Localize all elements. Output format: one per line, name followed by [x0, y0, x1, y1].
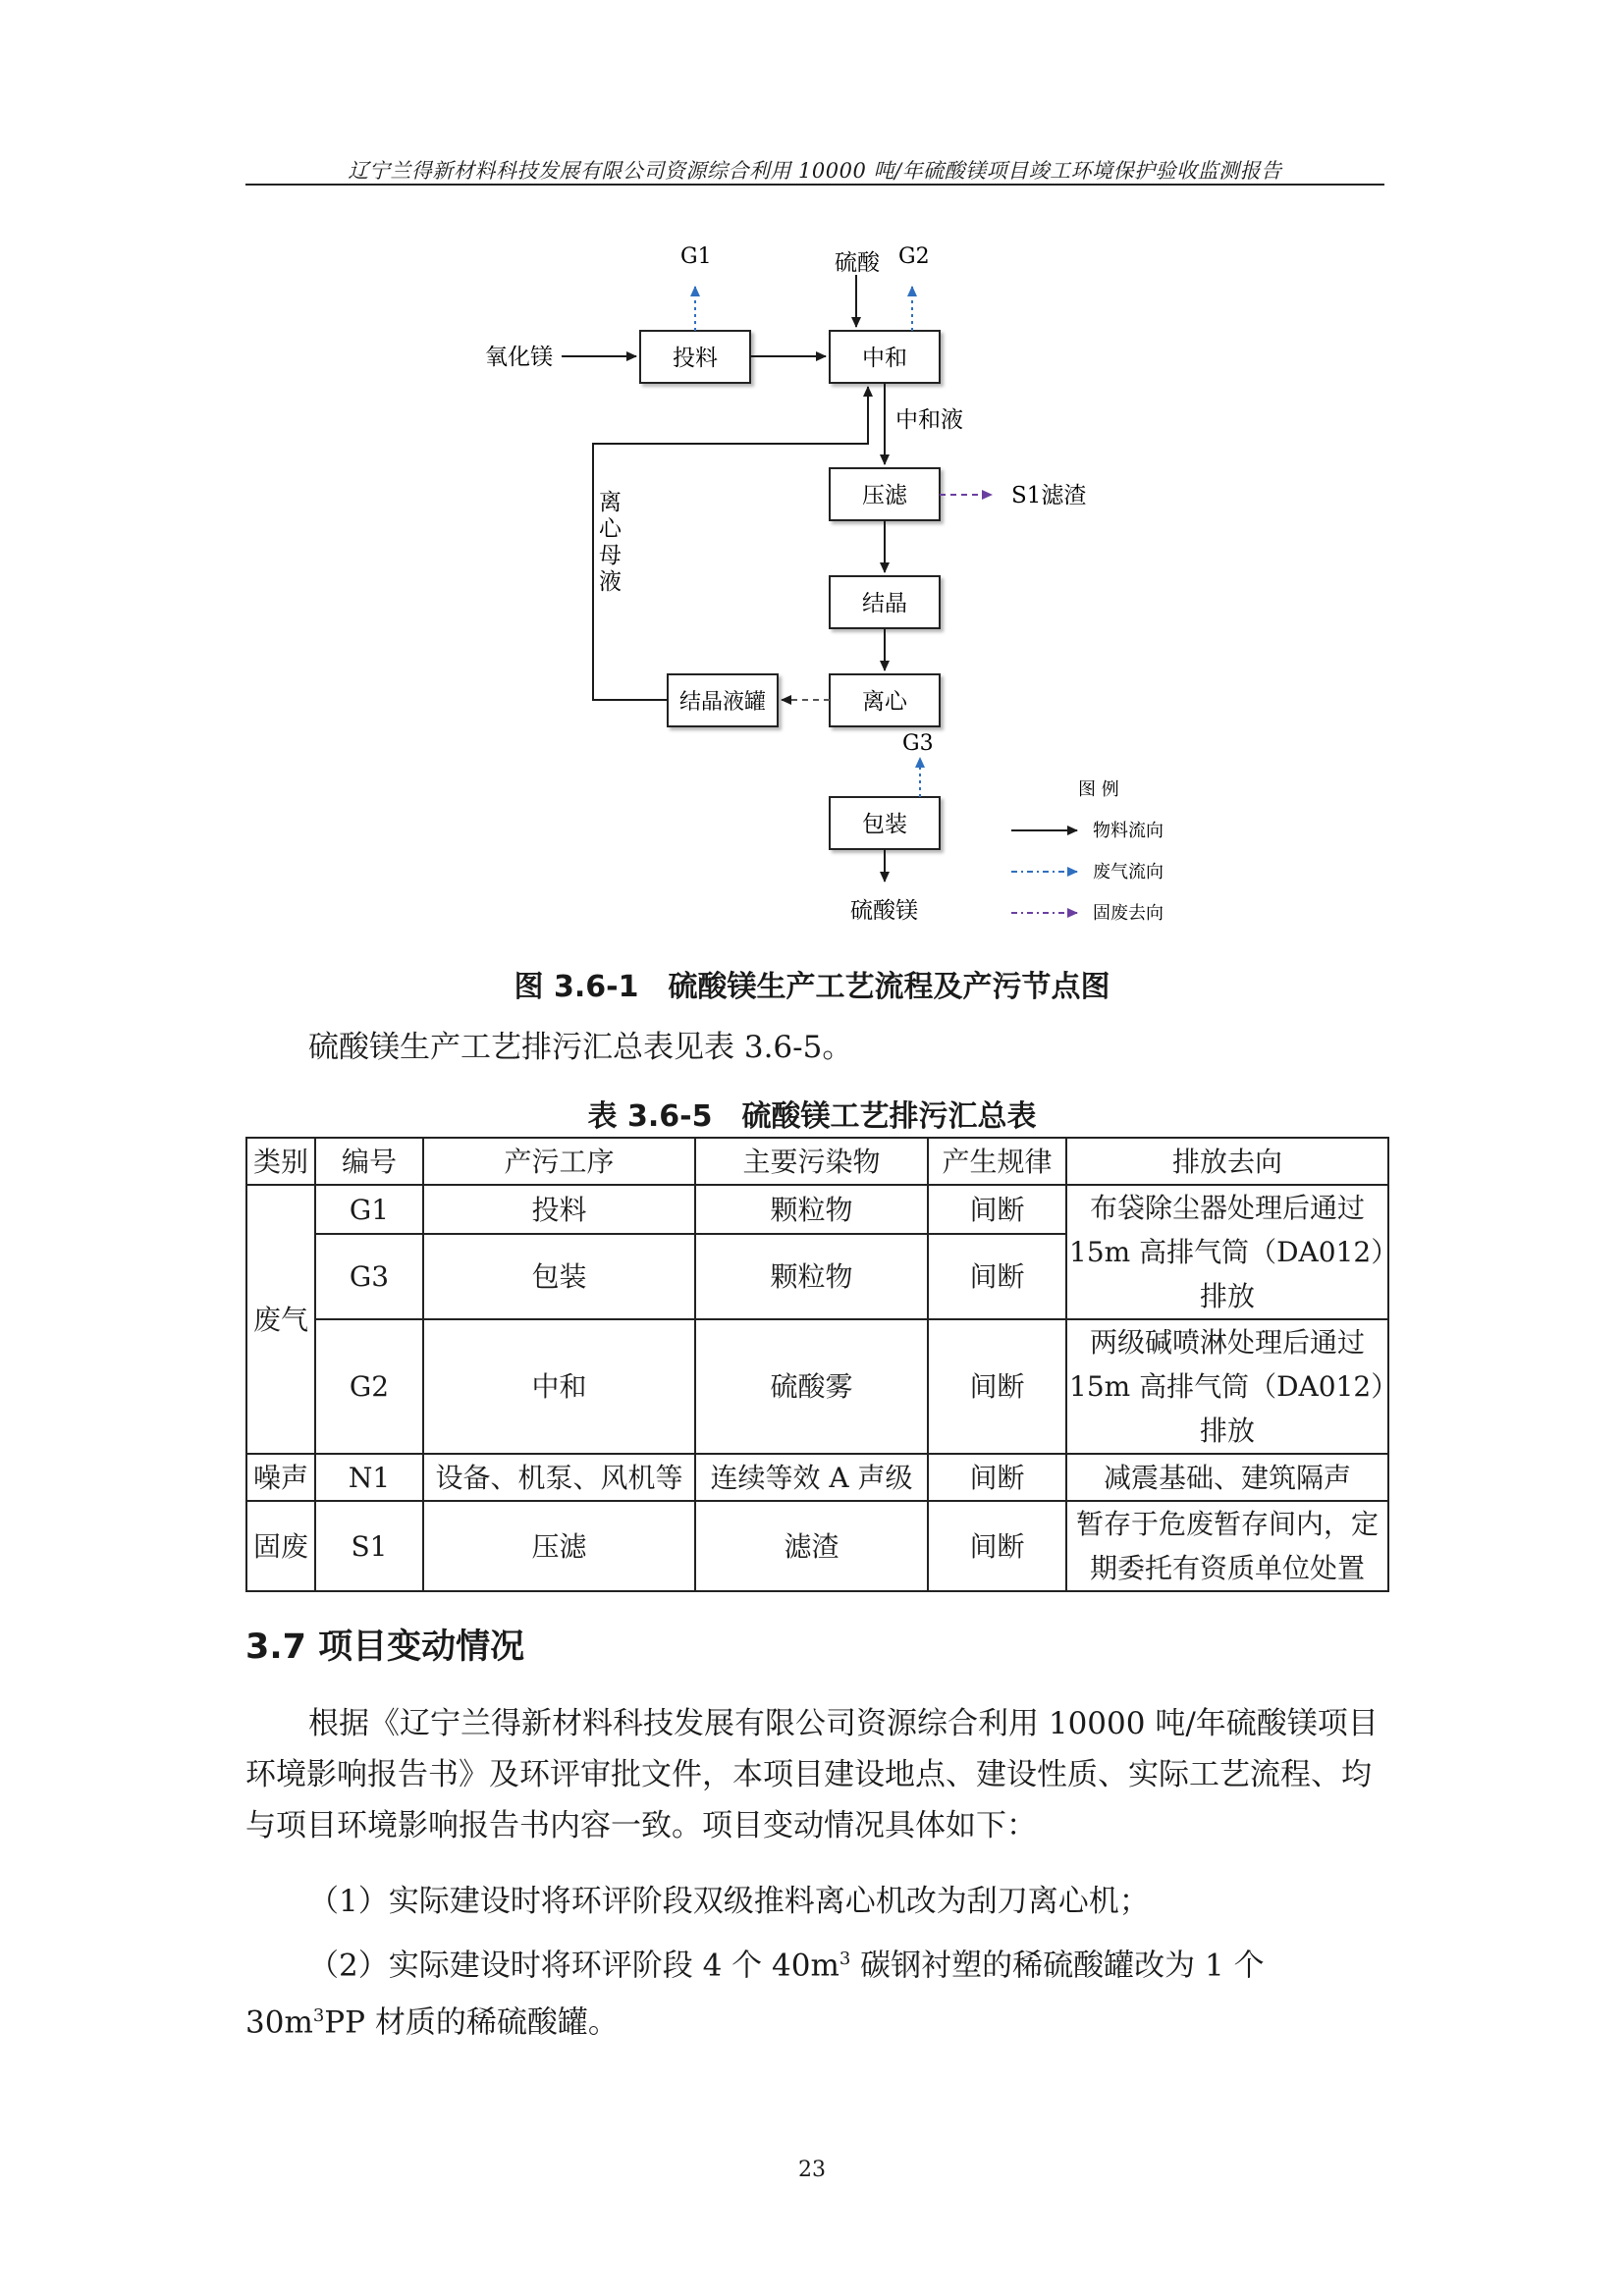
- label-input-mgo: 氧化镁: [485, 345, 553, 370]
- node-centrifuge: [830, 674, 940, 726]
- cell-pollutant: 颗粒物: [695, 1234, 928, 1319]
- cell-id: S1: [315, 1501, 423, 1591]
- cell-category-noise: 噪声: [246, 1454, 315, 1501]
- cell-destination: [1066, 1501, 1388, 1591]
- node-crystallize: [830, 576, 940, 628]
- process-flowchart: [0, 0, 1624, 962]
- section-title: 3.7 项目变动情况: [245, 1628, 525, 1667]
- label-mother-liquor-2: 心: [599, 516, 622, 542]
- change-item-2-part-a: （2）实际建设时将环评阶段 4 个 40m: [308, 1948, 839, 1984]
- table-row: [246, 1319, 1388, 1454]
- cell-destination-line: 暂存于危废暂存间内，定: [1075, 1508, 1379, 1540]
- emission-summary-table: [245, 1137, 1399, 1592]
- legend-title: 图 例: [1078, 779, 1119, 800]
- legend-gas: 废气流向: [1093, 862, 1164, 882]
- node-centrifuge-label: 离心: [862, 689, 907, 715]
- cell-id: N1: [315, 1454, 423, 1501]
- cell-process: 设备、机泵、风机等: [423, 1454, 695, 1501]
- figure-number: 图 3.6-1: [514, 970, 639, 1004]
- th-category: 类别: [246, 1138, 315, 1185]
- change-item-1: （1）实际建设时将环评阶段双级推料离心机改为刮刀离心机；: [308, 1884, 1150, 1919]
- change-item-2-part-c: PP 材质的稀硫酸罐。: [324, 2004, 619, 2041]
- cell-process: 中和: [423, 1319, 695, 1454]
- table-number: 表 3.6-5: [587, 1099, 713, 1134]
- th-destination: 排放去向: [1066, 1138, 1388, 1185]
- cell-pattern: 间断: [928, 1319, 1066, 1454]
- node-feed: [640, 331, 750, 383]
- node-neutralize: [830, 331, 940, 383]
- label-g3: G3: [902, 731, 934, 756]
- figure-title: 硫酸镁生产工艺流程及产污节点图: [668, 970, 1110, 1004]
- intro-text: 硫酸镁生产工艺排污汇总表见表 3.6-5。: [308, 1030, 853, 1065]
- th-id: 编号: [315, 1138, 423, 1185]
- cell-destination: 减震基础、建筑隔声: [1066, 1454, 1388, 1501]
- cell-destination-line: 15m 高排气筒（DA012）: [1069, 1236, 1399, 1268]
- cell-pattern: 间断: [928, 1501, 1066, 1591]
- cell-pattern: 间断: [928, 1185, 1066, 1234]
- label-g1: G1: [680, 244, 712, 269]
- cell-id: G2: [315, 1319, 423, 1454]
- page-header: 辽宁兰得新材料科技发展有限公司资源综合利用 10000 吨/年硫酸镁项目竣工环境保护验收监测报告: [348, 159, 1282, 183]
- cell-pollutant: 滤渣: [695, 1501, 928, 1591]
- arrow-mother-liquor-return: [593, 387, 868, 700]
- node-crystallize-label: 结晶: [862, 591, 907, 616]
- legend-material: 物料流向: [1093, 821, 1164, 841]
- node-crystal-tank: [668, 674, 778, 726]
- page-number: 23: [798, 2158, 826, 2182]
- th-pollutant: 主要污染物: [695, 1138, 928, 1185]
- change-item-2: [245, 1934, 1384, 2049]
- cell-destination-line: 15m 高排气筒（DA012）: [1069, 1370, 1399, 1403]
- cell-destination-line: 排放: [1199, 1280, 1255, 1312]
- cell-process: 包装: [423, 1234, 695, 1319]
- cell-id: G3: [315, 1234, 423, 1319]
- label-s1: S1滤渣: [1011, 483, 1087, 508]
- node-crystal-tank-label: 结晶液罐: [678, 690, 767, 715]
- cell-pattern: 间断: [928, 1234, 1066, 1319]
- cell-pattern: 间断: [928, 1454, 1066, 1501]
- node-feed-label: 投料: [673, 346, 718, 371]
- node-package-label: 包装: [862, 812, 907, 837]
- th-pattern: 产生规律: [928, 1138, 1066, 1185]
- superscript-3: 3: [312, 2005, 325, 2027]
- flowchart-legend: [1011, 779, 1164, 924]
- cell-pollutant: 颗粒物: [695, 1185, 928, 1234]
- cell-destination-line: 期委托有资质单位处置: [1089, 1552, 1365, 1584]
- cell-destination: [1066, 1185, 1399, 1319]
- label-mother-liquor-3: 母: [599, 543, 622, 568]
- cell-category-solid: 固废: [246, 1501, 315, 1591]
- figure-caption: [0, 962, 1624, 1005]
- cell-id: G1: [315, 1185, 423, 1234]
- label-neutral-liquid: 中和液: [895, 407, 963, 433]
- cell-process: 压滤: [423, 1501, 695, 1591]
- label-input-acid: 硫酸: [835, 250, 880, 276]
- cell-destination-line: 两级碱喷淋处理后通过: [1089, 1326, 1365, 1359]
- superscript-3: 3: [839, 1949, 851, 1969]
- table-row: [246, 1501, 1388, 1591]
- cell-pollutant: 连续等效 A 声级: [695, 1454, 928, 1501]
- change-item-2-part-b: 碳钢衬塑的稀硫酸罐改为 1 个 30m: [245, 1948, 1265, 2041]
- legend-solid: 固废去向: [1093, 903, 1164, 924]
- section-paragraph: 根据《辽宁兰得新材料科技发展有限公司资源综合利用 10000 吨/年硫酸镁项目环境影响报告书》及环评审批文件，本项目建设地点、建设性质、实际工艺流程、均与项目环境影响报告书内容一致。项目变动情况具体如下：: [245, 1706, 1379, 1843]
- th-process: 产污工序: [423, 1138, 695, 1185]
- node-neutralize-label: 中和: [862, 346, 907, 371]
- label-product: 硫酸镁: [850, 898, 918, 924]
- cell-destination-line: 排放: [1199, 1415, 1255, 1447]
- cell-process: 投料: [423, 1185, 695, 1234]
- table-title: 硫酸镁工艺排污汇总表: [741, 1099, 1037, 1134]
- table-caption: [0, 1092, 1624, 1135]
- label-mother-liquor-1: 离: [599, 490, 622, 515]
- node-package: [830, 797, 940, 849]
- cell-category-gas: 废气: [246, 1185, 315, 1454]
- node-filter-press-label: 压滤: [862, 483, 907, 508]
- cell-pollutant: 硫酸雾: [695, 1319, 928, 1454]
- table-row: [246, 1454, 1388, 1501]
- table-row: [246, 1185, 1388, 1234]
- label-mother-liquor-4: 液: [599, 569, 622, 595]
- label-g2: G2: [898, 244, 930, 269]
- cell-destination: [1066, 1319, 1399, 1454]
- node-filter-press: [830, 468, 940, 520]
- table-header-row: [246, 1138, 1388, 1185]
- cell-destination-line: 布袋除尘器处理后通过: [1089, 1192, 1365, 1224]
